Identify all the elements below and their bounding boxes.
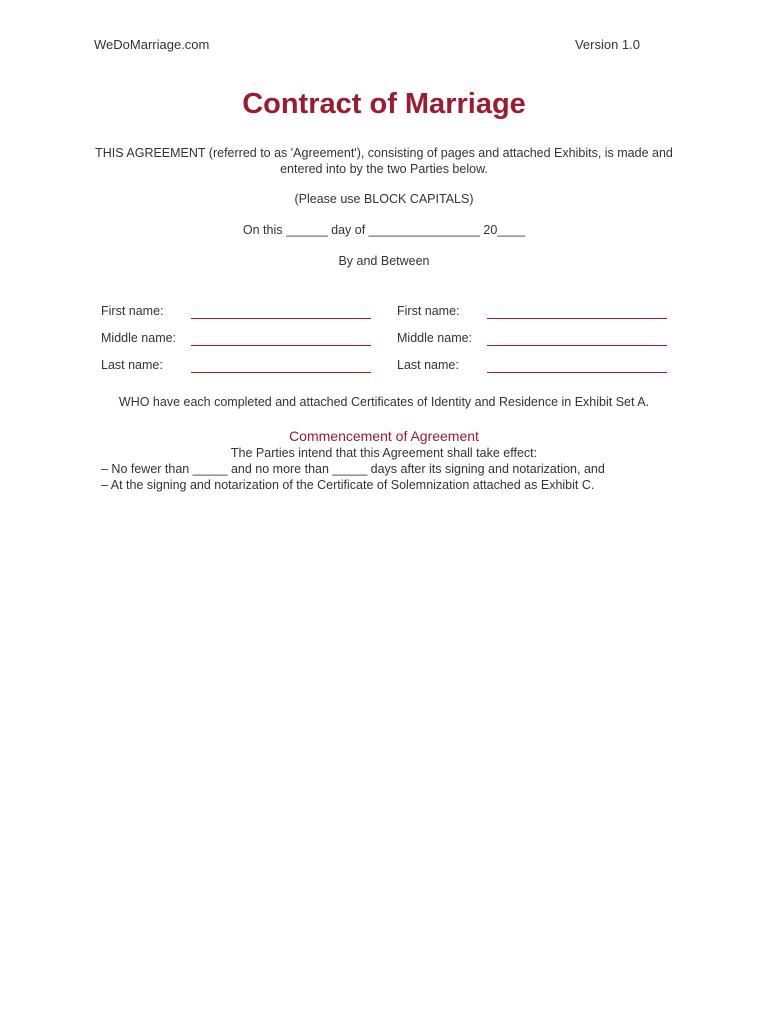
party2-middle-name-row	[397, 331, 669, 351]
party2-last-name-label: Last name:	[397, 358, 459, 372]
party2-middle-name-label: Middle name:	[397, 331, 473, 345]
agreement-intro: THIS AGREEMENT (referred to as 'Agreement'), consisting of pages and attached Exhibits, is made and entered into by the two Parties below.	[95, 146, 673, 176]
commencement-heading: Commencement of Agreement	[289, 428, 479, 444]
by-and-between: By and Between	[338, 254, 430, 268]
party2-last-name-field[interactable]	[487, 372, 667, 373]
block-capitals-note: (Please use BLOCK CAPITALS)	[294, 192, 474, 206]
party2-first-name-row	[397, 304, 669, 324]
party1-middle-name-field[interactable]	[191, 345, 371, 346]
commencement-intro: The Parties intend that this Agreement shall take effect:	[230, 446, 538, 460]
commencement-option-solemnization: – At the signing and notarization of the Certificate of Solemnization attached as Exhibit C.	[101, 478, 595, 492]
party2-middle-name-field[interactable]	[487, 345, 667, 346]
party2-last-name-row	[397, 358, 669, 378]
page-title: Contract of Marriage	[242, 88, 526, 120]
commencement-option-days: – No fewer than _____ and no more than _____ days after its signing and notarization, and	[101, 462, 605, 476]
party1-last-name-field[interactable]	[191, 372, 371, 373]
party2-first-name-label: First name:	[397, 304, 460, 318]
site-name: WeDoMarriage.com	[94, 37, 210, 52]
party1-first-name-field[interactable]	[191, 318, 371, 319]
party1-last-name-label: Last name:	[101, 358, 163, 372]
party1-first-name-label: First name:	[101, 304, 164, 318]
party1-first-name-row	[101, 304, 373, 324]
date-line: On this ______ day of ________________ 20____	[242, 223, 526, 237]
certificates-statement: WHO have each completed and attached Certificates of Identity and Residence in Exhibit Set A.	[118, 395, 650, 409]
party2-first-name-field[interactable]	[487, 318, 667, 319]
party1-middle-name-row	[101, 331, 373, 351]
party1-last-name-row	[101, 358, 373, 378]
party1-middle-name-label: Middle name:	[101, 331, 177, 345]
version-label: Version 1.0	[574, 37, 640, 52]
